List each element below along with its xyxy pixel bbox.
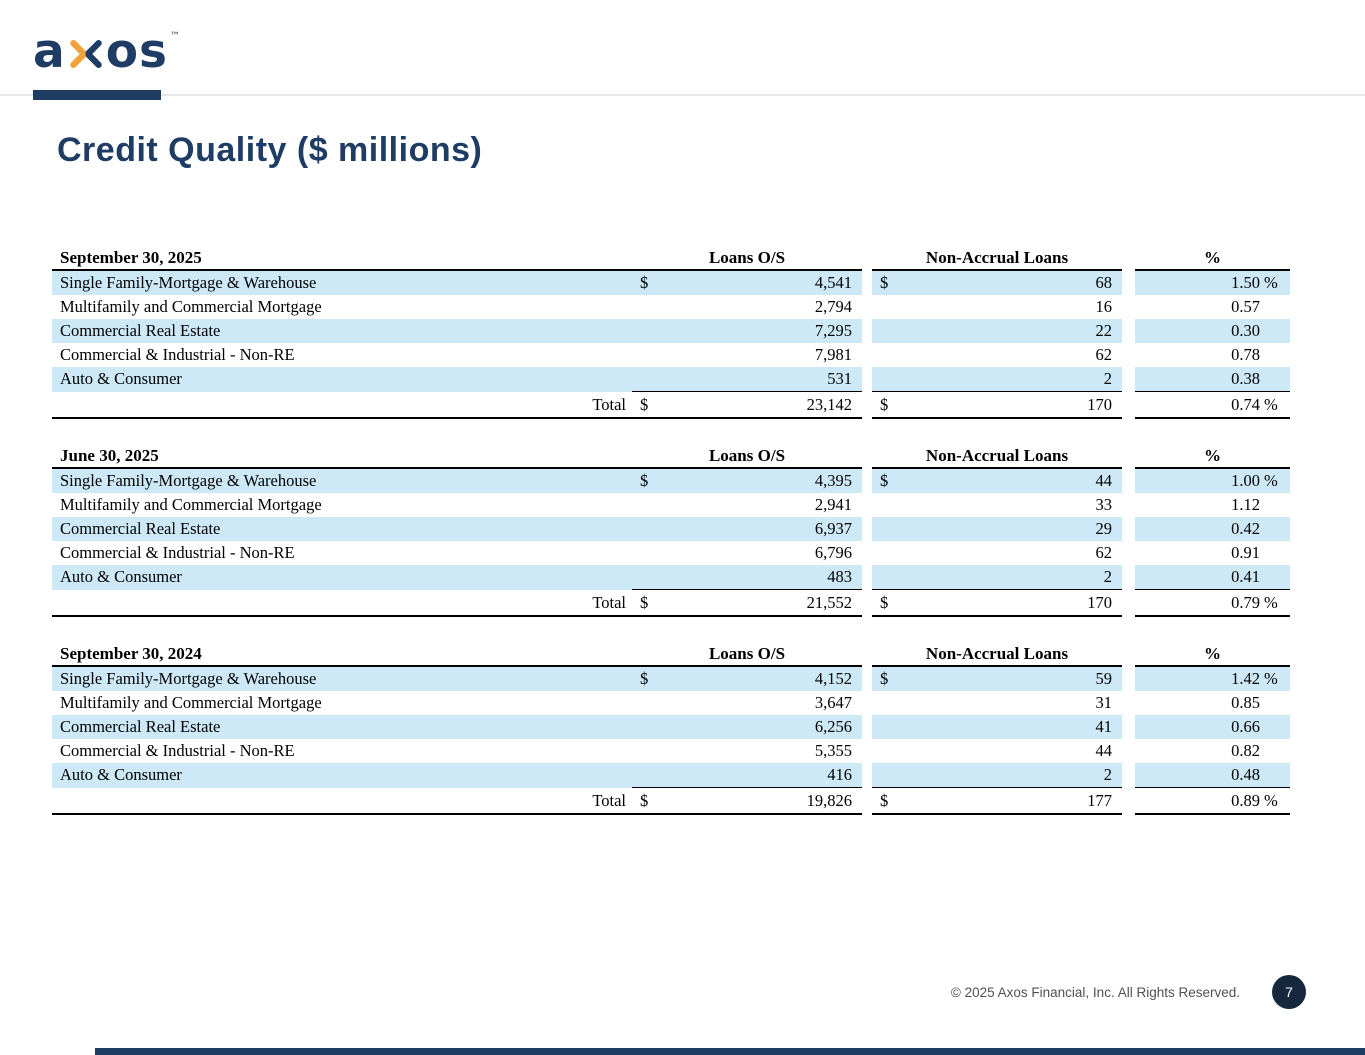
row-label: Auto & Consumer bbox=[52, 763, 632, 788]
header-divider-line bbox=[0, 94, 1365, 96]
column-gap bbox=[1122, 565, 1135, 590]
loans-currency-cell: $ bbox=[632, 468, 660, 493]
nal-currency-cell bbox=[872, 343, 902, 367]
nal-currency-cell bbox=[872, 565, 902, 590]
pct-column-header: % bbox=[1135, 247, 1290, 270]
column-gap bbox=[862, 367, 872, 392]
nal-currency-cell: $ bbox=[872, 666, 902, 691]
nal-currency-cell bbox=[872, 715, 902, 739]
pct-value-cell: 0.57 bbox=[1231, 297, 1260, 316]
pct-sign-cell bbox=[1260, 319, 1290, 343]
pct-column-header: % bbox=[1135, 445, 1290, 468]
nal-column-header: Non-Accrual Loans bbox=[872, 445, 1122, 468]
footer-accent-bar bbox=[95, 1048, 1365, 1055]
axos-x-icon bbox=[67, 36, 105, 72]
row-label: Multifamily and Commercial Mortgage bbox=[60, 495, 322, 514]
pct-sign-cell bbox=[1260, 541, 1290, 565]
total-row bbox=[52, 392, 1290, 419]
loans-currency-cell: $ bbox=[632, 270, 660, 295]
column-gap bbox=[1122, 247, 1135, 270]
table-row bbox=[52, 666, 1290, 691]
column-gap bbox=[1122, 666, 1135, 691]
row-label: Multifamily and Commercial Mortgage bbox=[60, 297, 322, 316]
nal-value-cell: 16 bbox=[1095, 297, 1112, 316]
logo-letter-a: a bbox=[33, 24, 66, 79]
pct-value-cell: 0.30 bbox=[1135, 319, 1260, 343]
nal-currency-cell bbox=[872, 541, 902, 565]
row-label: Multifamily and Commercial Mortgage bbox=[60, 693, 322, 712]
total-nal-currency-cell: $ bbox=[872, 590, 902, 617]
table-row bbox=[52, 343, 1290, 367]
credit-quality-table-sep-30-2024 bbox=[52, 643, 1290, 815]
pct-value-cell: 1.00 bbox=[1135, 468, 1260, 493]
column-gap bbox=[1122, 295, 1135, 319]
column-gap bbox=[1122, 541, 1135, 565]
pct-value-cell: 1.12 bbox=[1231, 495, 1260, 514]
loans-currency-cell bbox=[632, 565, 660, 590]
column-gap bbox=[862, 643, 872, 666]
row-label: Single Family-Mortgage & Warehouse bbox=[52, 270, 632, 295]
loans-currency-cell bbox=[632, 763, 660, 788]
pct-value-cell: 0.42 bbox=[1135, 517, 1260, 541]
row-label: Commercial & Industrial - Non-RE bbox=[60, 345, 295, 364]
page-number-badge bbox=[1272, 975, 1306, 1009]
column-gap bbox=[862, 666, 872, 691]
loans-value-cell: 6,937 bbox=[660, 517, 862, 541]
loans-currency-cell bbox=[632, 343, 660, 367]
nal-value-cell: 29 bbox=[902, 517, 1122, 541]
column-gap bbox=[1122, 468, 1135, 493]
table-row bbox=[52, 493, 1290, 517]
nal-value-cell: 68 bbox=[902, 270, 1122, 295]
pct-sign-cell bbox=[1260, 343, 1290, 367]
total-pct-value-cell: 0.79 bbox=[1135, 590, 1260, 617]
pct-value-cell: 0.85 bbox=[1231, 693, 1260, 712]
pct-value-cell: 1.50 bbox=[1135, 270, 1260, 295]
column-gap bbox=[862, 715, 872, 739]
pct-sign-cell bbox=[1260, 367, 1290, 392]
column-gap bbox=[1122, 788, 1135, 815]
row-label: Single Family-Mortgage & Warehouse bbox=[52, 468, 632, 493]
column-gap bbox=[1122, 493, 1135, 517]
nal-value-cell: 62 bbox=[1095, 345, 1112, 364]
column-gap bbox=[1122, 763, 1135, 788]
loans-currency-cell bbox=[632, 691, 660, 715]
total-label: Total bbox=[52, 392, 632, 419]
nal-currency-cell bbox=[872, 367, 902, 392]
column-gap bbox=[862, 295, 872, 319]
pct-sign-cell bbox=[1260, 565, 1290, 590]
total-loans-currency-cell: $ bbox=[632, 590, 660, 617]
column-gap bbox=[1122, 517, 1135, 541]
column-gap bbox=[862, 247, 872, 270]
total-pct-sign-cell: % bbox=[1260, 590, 1290, 617]
pct-value-cell: 0.78 bbox=[1231, 345, 1260, 364]
pct-sign-cell bbox=[1260, 517, 1290, 541]
column-gap bbox=[862, 517, 872, 541]
nal-value-cell: 33 bbox=[1095, 495, 1112, 514]
nal-value-cell: 62 bbox=[1095, 543, 1112, 562]
loans-column-header: Loans O/S bbox=[632, 247, 862, 270]
nal-value-cell: 59 bbox=[902, 666, 1122, 691]
table-row bbox=[52, 715, 1290, 739]
column-gap bbox=[862, 788, 872, 815]
table-row bbox=[52, 691, 1290, 715]
table-row bbox=[52, 739, 1290, 763]
nal-currency-cell bbox=[872, 295, 902, 319]
total-loans-currency-cell: $ bbox=[632, 392, 660, 419]
table-row bbox=[52, 541, 1290, 565]
column-gap bbox=[862, 445, 872, 468]
nal-currency-cell bbox=[872, 493, 902, 517]
nal-value-cell: 41 bbox=[902, 715, 1122, 739]
total-loans-value-cell: 21,552 bbox=[660, 590, 862, 617]
loans-value-cell: 2,941 bbox=[814, 495, 852, 514]
table-row bbox=[52, 517, 1290, 541]
credit-quality-table-jun-30-2025 bbox=[52, 445, 1290, 617]
pct-value-cell: 0.82 bbox=[1231, 741, 1260, 760]
total-row bbox=[52, 590, 1290, 617]
column-gap bbox=[862, 343, 872, 367]
column-gap bbox=[862, 739, 872, 763]
total-nal-value-cell: 170 bbox=[902, 590, 1122, 617]
nal-column-header: Non-Accrual Loans bbox=[872, 247, 1122, 270]
column-gap bbox=[1122, 343, 1135, 367]
table-row bbox=[52, 270, 1290, 295]
logo-accent-bar bbox=[33, 90, 161, 100]
period-header: September 30, 2025 bbox=[52, 247, 632, 270]
column-gap bbox=[1122, 319, 1135, 343]
loans-value-cell: 5,355 bbox=[814, 741, 852, 760]
nal-currency-cell bbox=[872, 691, 902, 715]
table-header-row bbox=[52, 643, 1290, 666]
loans-currency-cell bbox=[632, 367, 660, 392]
total-loans-currency-cell: $ bbox=[632, 788, 660, 815]
loans-value-cell: 531 bbox=[660, 367, 862, 392]
nal-currency-cell: $ bbox=[872, 468, 902, 493]
nal-value-cell: 2 bbox=[902, 367, 1122, 392]
table-row bbox=[52, 565, 1290, 590]
row-label: Commercial Real Estate bbox=[52, 319, 632, 343]
total-pct-value-cell: 0.89 bbox=[1135, 788, 1260, 815]
loans-currency-cell bbox=[632, 739, 660, 763]
loans-value-cell: 4,541 bbox=[660, 270, 862, 295]
loans-currency-cell bbox=[632, 715, 660, 739]
pct-sign-cell: % bbox=[1260, 468, 1290, 493]
loans-value-cell: 483 bbox=[660, 565, 862, 590]
period-header: June 30, 2025 bbox=[52, 445, 632, 468]
loans-currency-cell bbox=[632, 541, 660, 565]
column-gap bbox=[1122, 367, 1135, 392]
row-label: Commercial & Industrial - Non-RE bbox=[60, 741, 295, 760]
column-gap bbox=[862, 590, 872, 617]
table-row bbox=[52, 319, 1290, 343]
column-gap bbox=[1122, 643, 1135, 666]
total-pct-value-cell: 0.74 bbox=[1135, 392, 1260, 419]
nal-value-cell: 22 bbox=[902, 319, 1122, 343]
pct-value-cell: 0.91 bbox=[1231, 543, 1260, 562]
table-row bbox=[52, 367, 1290, 392]
table-row bbox=[52, 763, 1290, 788]
total-nal-currency-cell: $ bbox=[872, 392, 902, 419]
column-gap bbox=[862, 270, 872, 295]
loans-value-cell: 6,796 bbox=[814, 543, 852, 562]
loans-column-header: Loans O/S bbox=[632, 643, 862, 666]
pct-column-header: % bbox=[1135, 643, 1290, 666]
table-header-row bbox=[52, 445, 1290, 468]
axos-logo bbox=[33, 24, 181, 79]
loans-value-cell: 3,647 bbox=[814, 693, 852, 712]
loans-value-cell: 4,395 bbox=[660, 468, 862, 493]
table-header-row bbox=[52, 247, 1290, 270]
pct-sign-cell bbox=[1260, 295, 1290, 319]
table-row bbox=[52, 468, 1290, 493]
column-gap bbox=[862, 691, 872, 715]
loans-value-cell: 7,981 bbox=[814, 345, 852, 364]
nal-value-cell: 44 bbox=[1095, 741, 1112, 760]
nal-currency-cell bbox=[872, 319, 902, 343]
pct-value-cell: 1.42 bbox=[1135, 666, 1260, 691]
loans-value-cell: 6,256 bbox=[660, 715, 862, 739]
trademark-symbol: ™ bbox=[169, 31, 181, 42]
column-gap bbox=[1122, 392, 1135, 419]
column-gap bbox=[862, 541, 872, 565]
row-label: Commercial Real Estate bbox=[52, 517, 632, 541]
loans-column-header: Loans O/S bbox=[632, 445, 862, 468]
column-gap bbox=[862, 493, 872, 517]
page-number: 7 bbox=[1285, 984, 1293, 1000]
nal-value-cell: 44 bbox=[902, 468, 1122, 493]
pct-sign-cell bbox=[1260, 739, 1290, 763]
period-header: September 30, 2024 bbox=[52, 643, 632, 666]
pct-sign-cell bbox=[1260, 691, 1290, 715]
page-title: Credit Quality ($ millions) bbox=[57, 131, 483, 169]
pct-value-cell: 0.38 bbox=[1135, 367, 1260, 392]
row-label: Commercial & Industrial - Non-RE bbox=[60, 543, 295, 562]
nal-column-header: Non-Accrual Loans bbox=[872, 643, 1122, 666]
total-label: Total bbox=[52, 788, 632, 815]
pct-sign-cell bbox=[1260, 493, 1290, 517]
row-label: Single Family-Mortgage & Warehouse bbox=[52, 666, 632, 691]
loans-currency-cell bbox=[632, 517, 660, 541]
loans-currency-cell bbox=[632, 295, 660, 319]
column-gap bbox=[862, 468, 872, 493]
pct-sign-cell bbox=[1260, 715, 1290, 739]
total-loans-value-cell: 23,142 bbox=[660, 392, 862, 419]
pct-sign-cell bbox=[1260, 763, 1290, 788]
total-label: Total bbox=[52, 590, 632, 617]
total-nal-value-cell: 177 bbox=[902, 788, 1122, 815]
loans-value-cell: 416 bbox=[660, 763, 862, 788]
loans-currency-cell bbox=[632, 319, 660, 343]
nal-value-cell: 31 bbox=[1095, 693, 1112, 712]
column-gap bbox=[862, 319, 872, 343]
nal-currency-cell: $ bbox=[872, 270, 902, 295]
column-gap bbox=[1122, 715, 1135, 739]
loans-currency-cell: $ bbox=[632, 666, 660, 691]
nal-currency-cell bbox=[872, 763, 902, 788]
logo-letters-os: os bbox=[105, 24, 168, 79]
nal-value-cell: 2 bbox=[902, 565, 1122, 590]
pct-sign-cell: % bbox=[1260, 666, 1290, 691]
loans-currency-cell bbox=[632, 493, 660, 517]
total-loans-value-cell: 19,826 bbox=[660, 788, 862, 815]
column-gap bbox=[1122, 445, 1135, 468]
column-gap bbox=[862, 763, 872, 788]
loans-value-cell: 4,152 bbox=[660, 666, 862, 691]
pct-sign-cell: % bbox=[1260, 270, 1290, 295]
total-row bbox=[52, 788, 1290, 815]
column-gap bbox=[1122, 691, 1135, 715]
total-pct-sign-cell: % bbox=[1260, 788, 1290, 815]
pct-value-cell: 0.41 bbox=[1135, 565, 1260, 590]
row-label: Auto & Consumer bbox=[52, 565, 632, 590]
loans-value-cell: 2,794 bbox=[814, 297, 852, 316]
copyright-text: © 2025 Axos Financial, Inc. All Rights Reserved. bbox=[950, 985, 1240, 1000]
nal-value-cell: 2 bbox=[902, 763, 1122, 788]
tables-area bbox=[52, 247, 1290, 815]
total-nal-currency-cell: $ bbox=[872, 788, 902, 815]
nal-currency-cell bbox=[872, 517, 902, 541]
nal-currency-cell bbox=[872, 739, 902, 763]
column-gap bbox=[1122, 739, 1135, 763]
table-row bbox=[52, 295, 1290, 319]
pct-value-cell: 0.66 bbox=[1135, 715, 1260, 739]
row-label: Commercial Real Estate bbox=[52, 715, 632, 739]
pct-value-cell: 0.48 bbox=[1135, 763, 1260, 788]
total-pct-sign-cell: % bbox=[1260, 392, 1290, 419]
loans-value-cell: 7,295 bbox=[660, 319, 862, 343]
credit-quality-table-sep-30-2025 bbox=[52, 247, 1290, 419]
column-gap bbox=[1122, 270, 1135, 295]
column-gap bbox=[862, 392, 872, 419]
column-gap bbox=[1122, 590, 1135, 617]
row-label: Auto & Consumer bbox=[52, 367, 632, 392]
column-gap bbox=[862, 565, 872, 590]
total-nal-value-cell: 170 bbox=[902, 392, 1122, 419]
